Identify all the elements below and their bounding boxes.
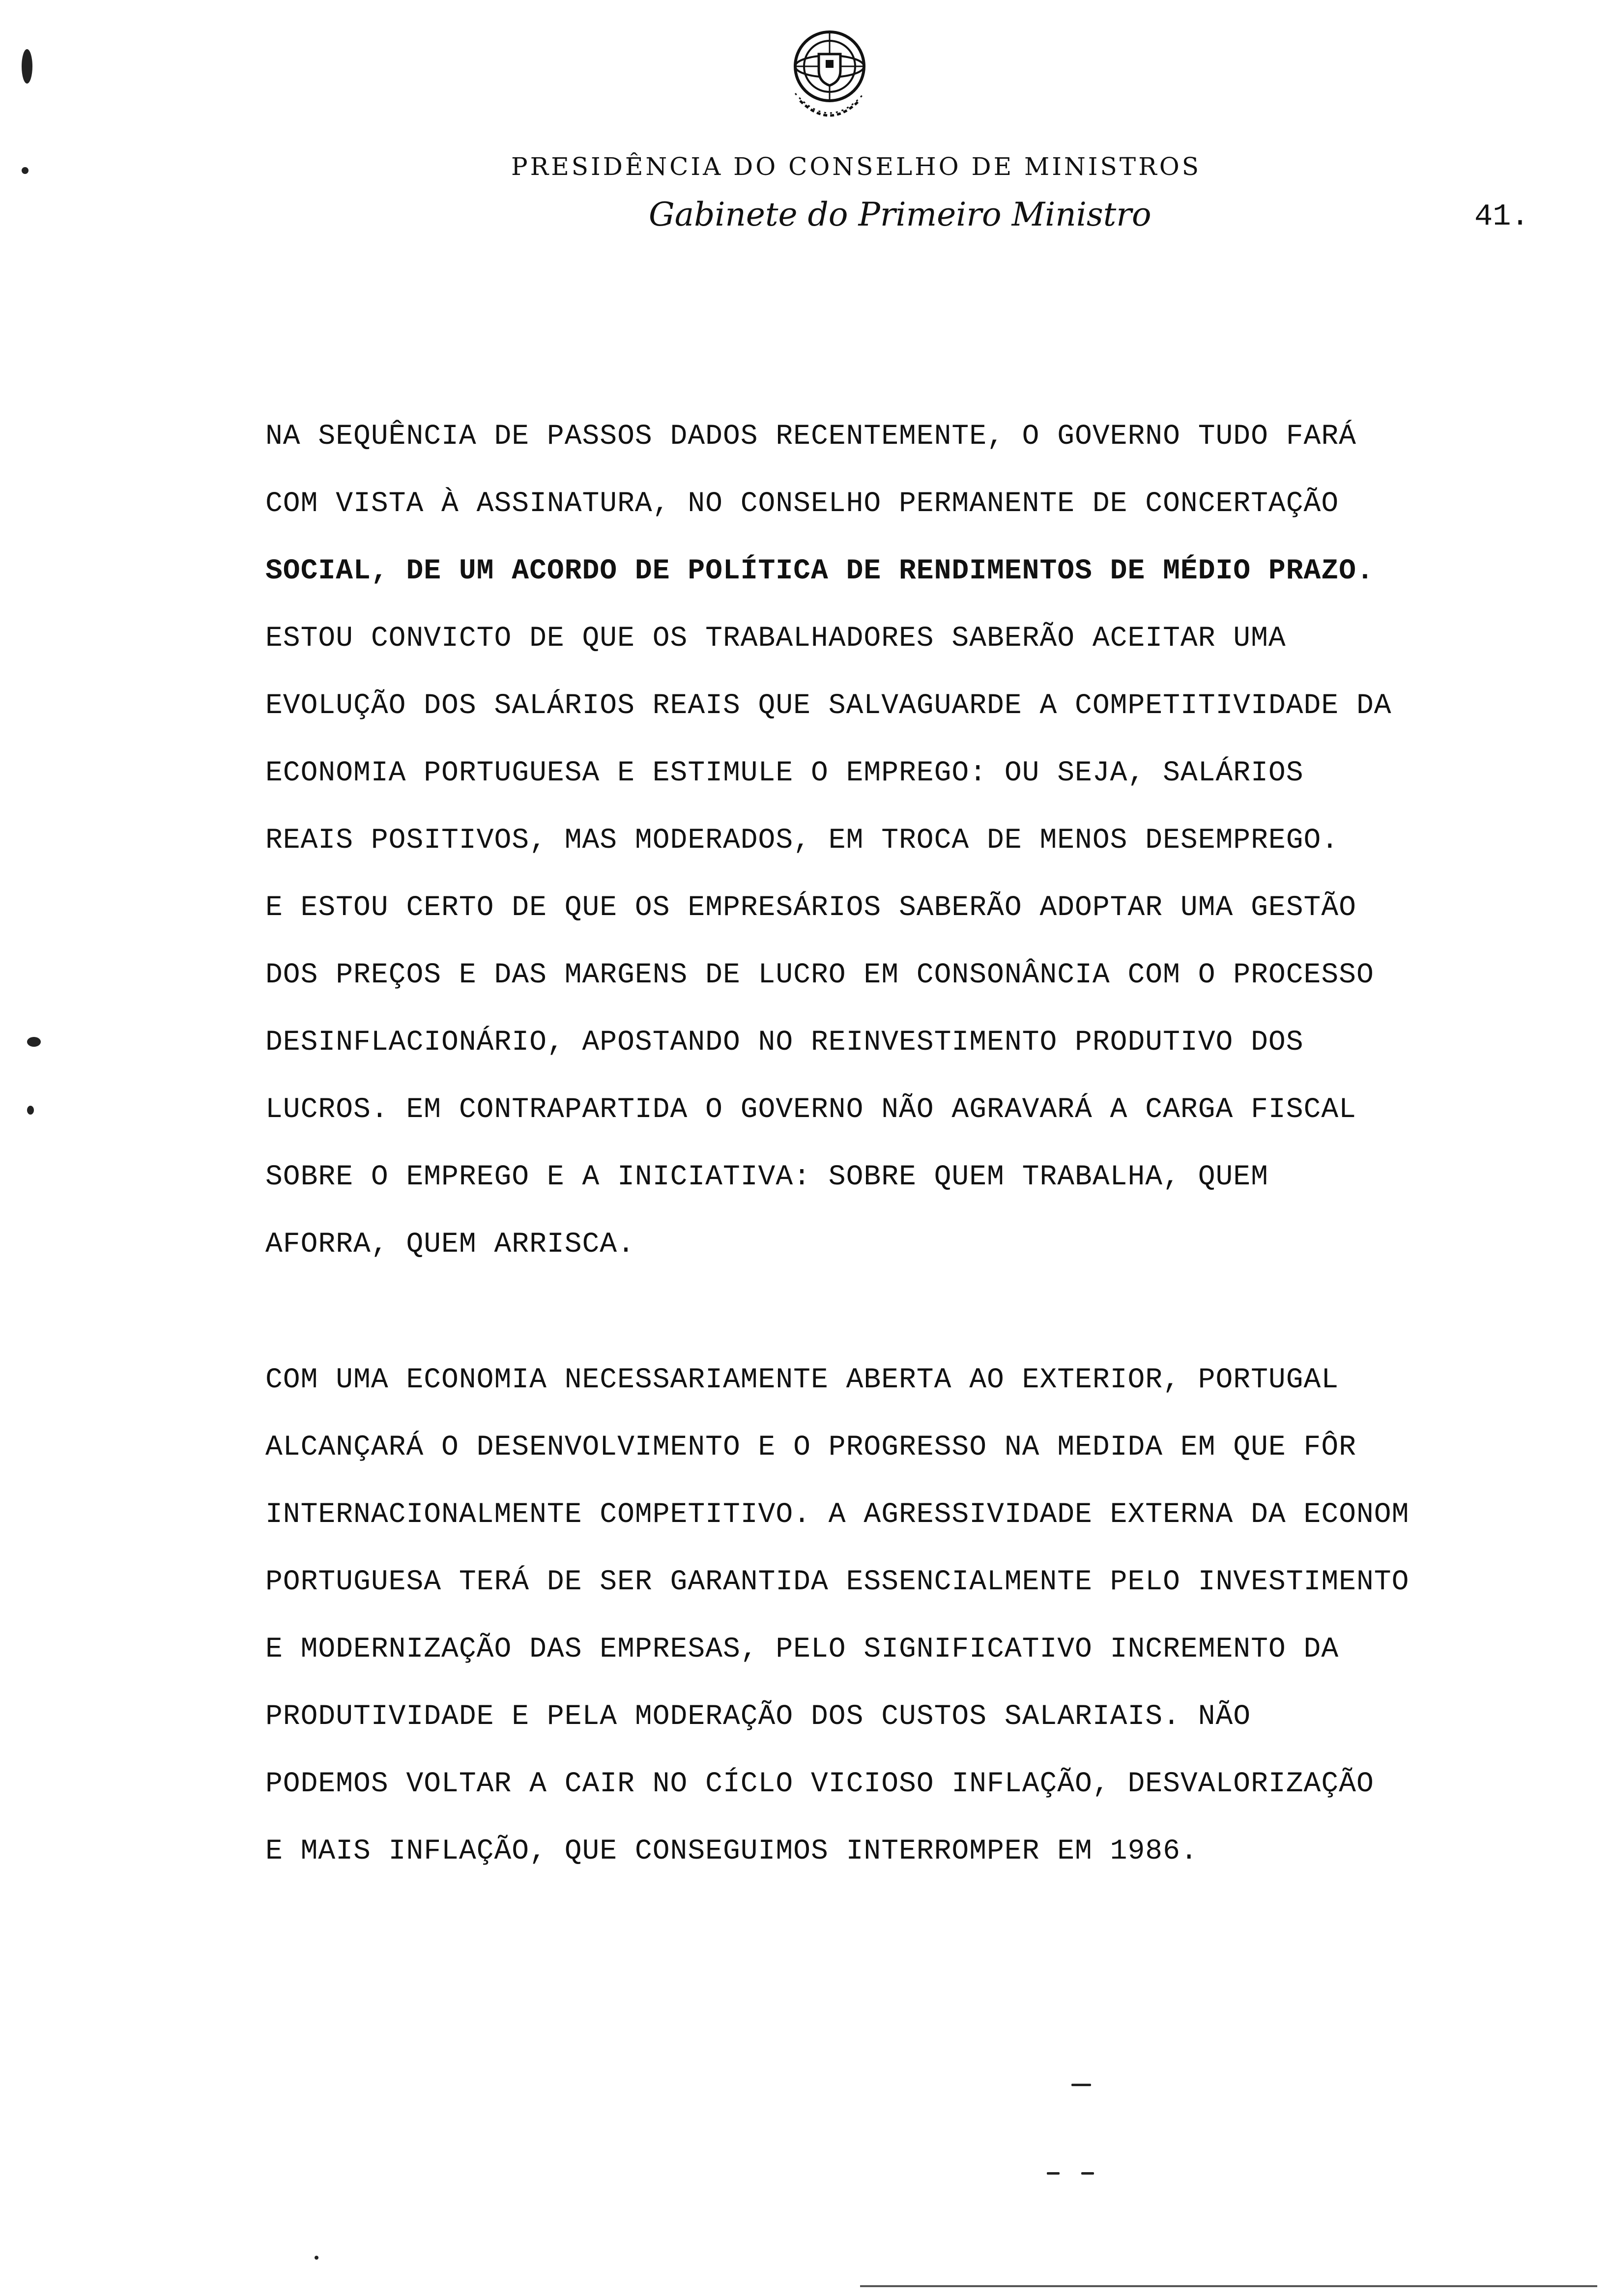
text-line: DESINFLACIONÁRIO, APOSTANDO NO REINVESTIMENTO PRODUTIVO DOS — [265, 1027, 1304, 1059]
scan-speck — [27, 1106, 34, 1115]
text-line: COM UMA ECONOMIA NECESSARIAMENTE ABERTA AO EXTERIOR, PORTUGAL — [265, 1364, 1339, 1396]
paragraph-1 — [265, 403, 1602, 1278]
text-line: E MODERNIZAÇÃO DAS EMPRESAS, PELO SIGNIFICATIVO INCREMENTO DA — [265, 1634, 1339, 1665]
scan-speck — [1081, 2172, 1094, 2175]
text-line: ECONOMIA PORTUGUESA E ESTIMULE O EMPREGO: OU SEJA, SALÁRIOS — [265, 757, 1304, 789]
coat-of-arms-emblem — [780, 20, 879, 138]
page-number: 41. — [1474, 199, 1529, 234]
text-line: E ESTOU CERTO DE QUE OS EMPRESÁRIOS SABERÃO ADOPTAR UMA GESTÃO — [265, 892, 1356, 924]
text-line: ESTOU CONVICTO DE QUE OS TRABALHADORES SABERÃO ACEITAR UMA — [265, 623, 1286, 655]
scan-speck — [1047, 2172, 1060, 2175]
text-line: SOCIAL, DE UM ACORDO DE POLÍTICA DE RENDIMENTOS DE MÉDIO PRAZO. — [265, 555, 1374, 587]
text-line: INTERNACIONALMENTE COMPETITIVO. A AGRESSIVIDADE EXTERNA DA ECONOM — [265, 1499, 1410, 1531]
scan-speck — [27, 1037, 41, 1047]
text-line: DOS PREÇOS E DAS MARGENS DE LUCRO EM CONSONÂNCIA COM O PROCESSO — [265, 959, 1374, 991]
institution-title: PRESIDÊNCIA DO CONSELHO DE MINISTROS — [511, 152, 1201, 181]
scan-speck — [315, 2256, 318, 2260]
text-line: PORTUGUESA TERÁ DE SER GARANTIDA ESSENCIALMENTE PELO INVESTIMENTO — [265, 1566, 1410, 1598]
cabinet-subtitle: Gabinete do Primeiro Ministro — [649, 196, 1151, 233]
scan-speck — [22, 167, 29, 174]
bottom-scan-edge — [860, 2285, 1597, 2287]
text-line: EVOLUÇÃO DOS SALÁRIOS REAIS QUE SALVAGUARDE A COMPETITIVIDADE DA — [265, 690, 1392, 722]
text-line: AFORRA, QUEM ARRISCA. — [265, 1229, 635, 1261]
text-line: PODEMOS VOLTAR A CAIR NO CÍCLO VICIOSO INFLAÇÃO, DESVALORIZAÇÃO — [265, 1768, 1374, 1800]
text-line: COM VISTA À ASSINATURA, NO CONSELHO PERMANENTE DE CONCERTAÇÃO — [265, 488, 1339, 520]
text-line: E MAIS INFLAÇÃO, QUE CONSEGUIMOS INTERROMPER EM 1986. — [265, 1836, 1198, 1867]
paragraph-2 — [265, 1347, 1602, 1885]
text-line: NA SEQUÊNCIA DE PASSOS DADOS RECENTEMENTE, O GOVERNO TUDO FARÁ — [265, 421, 1356, 453]
text-line: PRODUTIVIDADE E PELA MODERAÇÃO DOS CUSTOS SALARIAIS. NÃO — [265, 1701, 1251, 1733]
text-line: ALCANÇARÁ O DESENVOLVIMENTO E O PROGRESSO NA MEDIDA EM QUE FÔR — [265, 1432, 1356, 1464]
text-line: SOBRE O EMPREGO E A INICIATIVA: SOBRE QUEM TRABALHA, QUEM — [265, 1161, 1268, 1193]
text-line: LUCROS. EM CONTRAPARTIDA O GOVERNO NÃO AGRAVARÁ A CARGA FISCAL — [265, 1094, 1356, 1126]
scan-speck — [1071, 2084, 1091, 2086]
text-line: REAIS POSITIVOS, MAS MODERADOS, EM TROCA DE MENOS DESEMPREGO. — [265, 825, 1339, 857]
scan-speck — [22, 49, 32, 84]
